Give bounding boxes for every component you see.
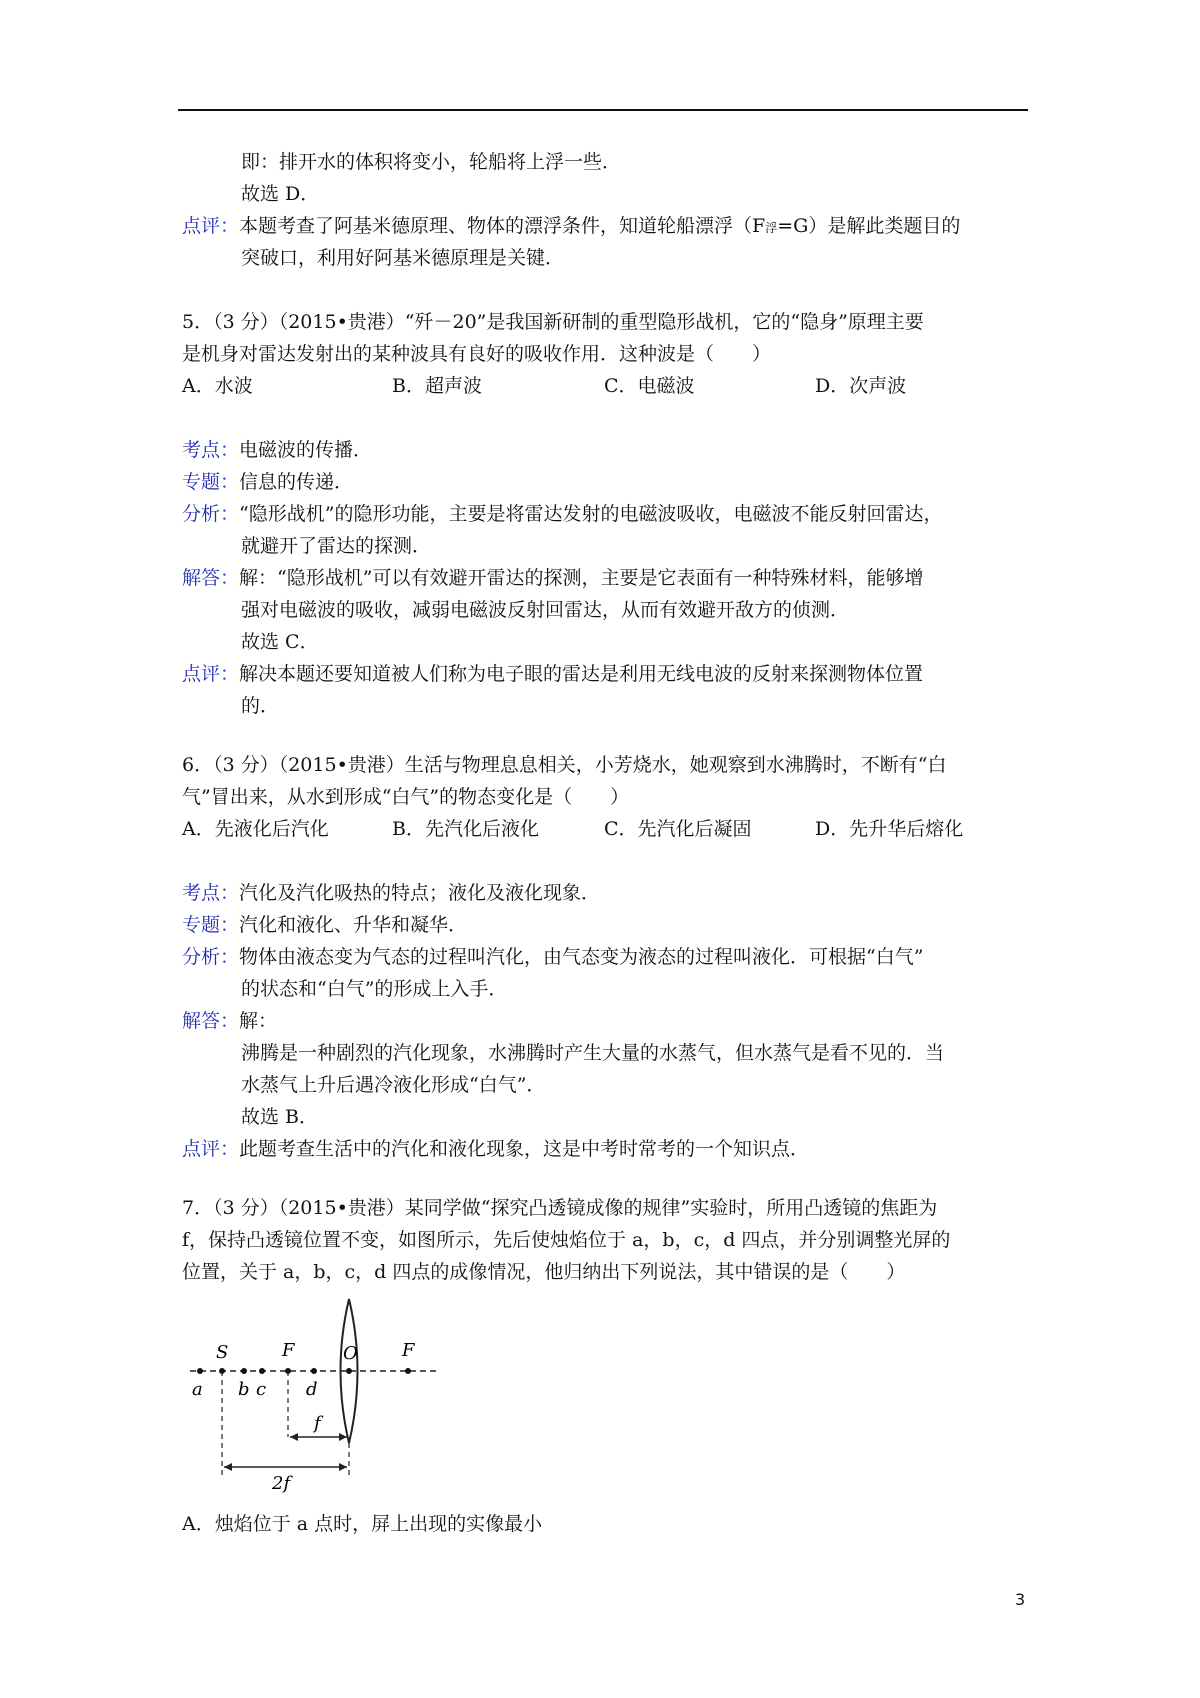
q7-stem-line1: 7．（3 分）（2015•贵港）某同学做“探究凸透镜成像的规律”实验时，所用凸透镜的焦距为	[182, 1197, 938, 1219]
fenxi-text: 物体由液态变为气态的过程叫汽化，由气态变为液态的过程叫液化．可根据“白气”	[239, 946, 924, 968]
arrow-f-head-right	[339, 1433, 347, 1441]
point-d	[311, 1368, 317, 1374]
q4-analysis-line: 即：排开水的体积将变小，轮船将上浮一些．	[241, 151, 622, 173]
label-b: b	[238, 1379, 250, 1400]
label-F-left: F	[282, 1340, 295, 1361]
q4-answer: 故选 D．	[241, 183, 320, 205]
q5-option-b: B．超声波	[392, 375, 482, 397]
label-F-right: F	[402, 1340, 415, 1361]
q6-option-d: D．先升华后熔化	[815, 818, 964, 840]
dianping-tag: 点评：	[182, 663, 240, 685]
q5-fenxi-line2: 就避开了雷达的探测．	[241, 535, 432, 557]
label-f: f	[314, 1413, 321, 1434]
dianping-text: 此题考查生活中的汽化和液化现象，这是中考时常考的一个知识点．	[239, 1138, 810, 1160]
q5-stem-line2: 是机身对雷达发射出的某种波具有良好的吸收作用．这种波是（ ）	[182, 343, 772, 365]
q5-jieda-line2: 强对电磁波的吸收，减弱电磁波反射回雷达，从而有效避开敌方的侦测．	[241, 599, 850, 621]
q5-dianping	[182, 662, 923, 686]
point-O	[346, 1368, 352, 1374]
q6-fenxi-line2: 的状态和“白气”的形成上入手．	[241, 978, 508, 1000]
fenxi-tag: 分析：	[182, 946, 240, 968]
q6-jieda-line2: 沸腾是一种剧烈的汽化现象，水沸腾时产生大量的水蒸气，但水蒸气是看不见的．当	[241, 1042, 945, 1064]
lens-diagram	[180, 1295, 450, 1495]
q5-option-a: A．水波	[182, 375, 253, 397]
q6-fenxi	[182, 945, 923, 969]
fenxi-text: “隐形战机”的隐形功能，主要是将雷达发射的电磁波吸收，电磁波不能反射回雷达，	[239, 503, 943, 525]
arrow-2f-head-right	[339, 1463, 347, 1471]
kaodian-text: 电磁波的传播．	[239, 439, 373, 461]
label-2f: 2f	[272, 1473, 291, 1494]
comment-tag: 点评：	[182, 215, 240, 237]
label-c: c	[256, 1379, 267, 1400]
q6-stem-line1: 6．（3 分）（2015•贵港）生活与物理息息相关，小芳烧水，她观察到水沸腾时，不断有“白	[182, 754, 947, 776]
q5-kaodian	[182, 438, 372, 462]
jieda-tag: 解答：	[182, 567, 240, 589]
q5-option-d: D．次声波	[815, 375, 907, 397]
arrow-2f-head-left	[224, 1463, 232, 1471]
label-O: O	[343, 1343, 358, 1364]
comment-text-a: 本题考查了阿基米德原理、物体的漂浮条件，知道轮船漂浮（F	[239, 215, 766, 237]
q5-zhuanti	[182, 470, 353, 494]
comment-text-b: =G）是解此类题目的	[777, 215, 961, 237]
zhuanti-tag: 专题：	[182, 914, 240, 936]
kaodian-tag: 考点：	[182, 882, 240, 904]
q6-jieda-line4: 故选 B．	[241, 1106, 319, 1128]
comment-subscript: 浮	[765, 221, 778, 235]
q7-stem-line2: f，保持凸透镜位置不变，如图所示，先后使烛焰位于 a，b，c，d 四点，并分别调整光屏的	[182, 1229, 951, 1251]
arrow-f-head-left	[290, 1433, 298, 1441]
q5-fenxi	[182, 502, 942, 526]
header-rule	[178, 109, 1028, 111]
zhuanti-tag: 专题：	[182, 471, 240, 493]
zhuanti-text: 信息的传递．	[239, 471, 354, 493]
q6-stem-line2: 气”冒出来，从水到形成“白气”的物态变化是（ ）	[182, 786, 630, 808]
q5-jieda	[182, 566, 923, 590]
q4-comment	[182, 214, 960, 240]
page-number: 3	[1015, 1590, 1026, 1609]
q5-jieda-line3: 故选 C．	[241, 631, 319, 653]
q6-option-a: A．先液化后汽化	[182, 818, 329, 840]
jieda-tag: 解答：	[182, 1010, 240, 1032]
point-b	[241, 1368, 247, 1374]
label-d: d	[306, 1379, 318, 1400]
q4-comment-line2: 突破口，利用好阿基米德原理是关键．	[241, 247, 565, 269]
fenxi-tag: 分析：	[182, 503, 240, 525]
q6-jieda-line3: 水蒸气上升后遇冷液化形成“白气”．	[241, 1074, 546, 1096]
q7-stem-line3: 位置，关于 a，b，c，d 四点的成像情况，他归纳出下列说法，其中错误的是（ ）	[182, 1261, 906, 1283]
zhuanti-text: 汽化和液化、升华和凝华．	[239, 914, 468, 936]
point-c	[259, 1368, 265, 1374]
q7-option-a: A．烛焰位于 a 点时，屏上出现的实像最小	[182, 1513, 543, 1535]
q6-jieda	[182, 1009, 277, 1033]
dianping-text: 解决本题还要知道被人们称为电子眼的雷达是利用无线电波的反射来探测物体位置	[239, 663, 924, 685]
q5-stem-line1: 5．（3 分）（2015•贵港）“歼－20”是我国新研制的重型隐形战机，它的“隐身”原理主要	[182, 311, 924, 333]
point-a	[197, 1368, 203, 1374]
dianping-tag: 点评：	[182, 1138, 240, 1160]
q5-dianping-line2: 的．	[241, 695, 280, 717]
q6-kaodian	[182, 881, 600, 905]
label-a: a	[192, 1379, 203, 1400]
q6-zhuanti	[182, 913, 467, 937]
kaodian-text: 汽化及汽化吸热的特点；液化及液化现象．	[239, 882, 601, 904]
point-F-right	[405, 1368, 411, 1374]
q6-option-c: C．先汽化后凝固	[604, 818, 752, 840]
q5-option-c: C．电磁波	[604, 375, 695, 397]
jieda-text: 解：	[239, 1010, 278, 1032]
label-S: S	[216, 1342, 229, 1363]
q6-dianping	[182, 1137, 809, 1161]
kaodian-tag: 考点：	[182, 439, 240, 461]
jieda-text: 解：“隐形战机”可以有效避开雷达的探测，主要是它表面有一种特殊材料，能够增	[239, 567, 924, 589]
q6-option-b: B．先汽化后液化	[392, 818, 539, 840]
